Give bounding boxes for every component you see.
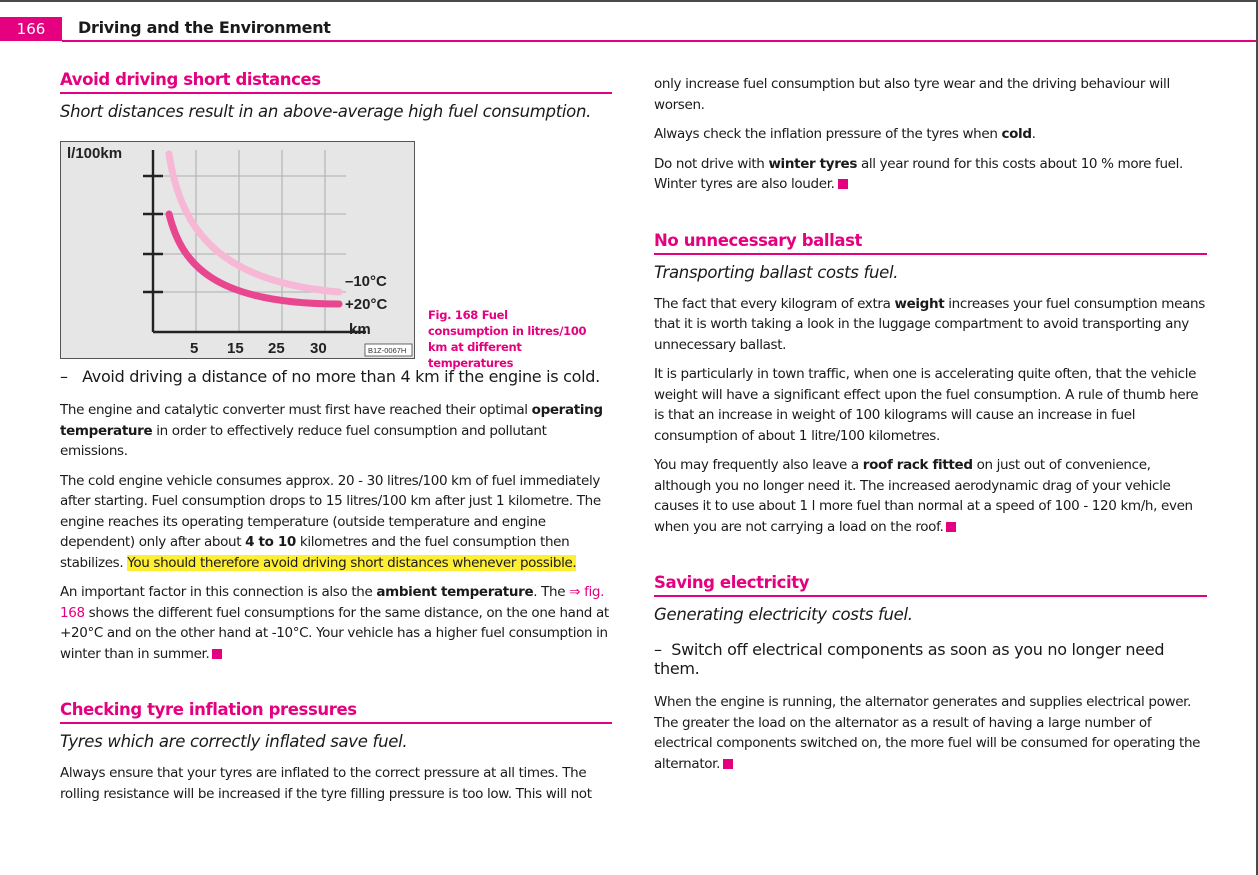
left-column: [60, 70, 612, 804]
paragraph: When the engine is running, the alternator generates and supplies electrical power. The greater the load on the alternator as a result of having a large number of electrical components switched on, the more fuel will be consumed for operating the alternator.: [654, 694, 1201, 772]
paragraph: The engine and catalytic converter must first have reached their optimal operating temperature in order to effectively reduce fuel consumption and pollutant emissions.: [60, 402, 603, 459]
bullet-item: – Switch off electrical components as soon as you no longer need them.: [654, 640, 1165, 678]
paragraph: The cold engine vehicle consumes approx. 20 - 30 litres/100 km of fuel immediately after starting. Fuel consumption drops to 15 litres/100 km after just 1 kilometre. The engine reaches its operating temperature (outside temperature and engine dependent) only after about 4 to 10 kilometres and the fuel consumption then stabilizes. You should therefore avoid driving short distances whenever possible.: [60, 472, 601, 571]
end-of-section-square: [838, 179, 848, 189]
legend-minus-10c: –10°C: [345, 273, 387, 290]
right-column: [654, 74, 1207, 774]
xtick-label: 15: [227, 340, 244, 357]
paragraph: Always ensure that your tyres are inflated to the correct pressure at all times. The rolling resistance will be increased if the tyre filling pressure is too low. This will not: [60, 765, 592, 802]
paragraph: You may frequently also leave a roof rack fitted on just out of convenience, although you no longer need it. The increased aerodynamic drag of your vehicle causes it to use about 1 l more fuel than normal at a speed of 100 - 120 km/h, even when you are not carrying a load on the roof.: [654, 457, 1193, 535]
section-heading-electricity: Saving electricity: [654, 573, 1207, 597]
section-heading-ballast: No unnecessary ballast: [654, 231, 1207, 255]
figure-caption: Fig. 168 Fuel consumption in litres/100 km at different temperatures: [428, 308, 587, 370]
section-lead-electricity: Generating electricity costs fuel.: [654, 605, 913, 624]
figure-reference-link[interactable]: ⇒ fig. 168: [60, 584, 605, 621]
xtick-label: 25: [268, 340, 285, 357]
figure-168: [60, 141, 612, 370]
section-lead-ballast: Transporting ballast costs fuel.: [654, 262, 899, 282]
paragraph: The fact that every kilogram of extra weight increases your fuel consumption means that it is worth taking a look in the luggage compartment to avoid transporting any unnecessary ballast.: [654, 295, 1205, 353]
graph-ylabel: l/100km: [67, 145, 123, 162]
paragraph: It is particularly in town traffic, when one is accelerating quite often, that the vehicle weight will have a significant effect upon the fuel consumption. A rule of thumb here is that an increase in weight of 100 kilograms will cause an increase in fuel consumption of about 1 litre/100 kilometres.: [654, 366, 1199, 444]
section-heading-short-distances: Avoid driving short distances: [60, 70, 612, 94]
section-heading-tyre-pressure: Checking tyre inflation pressures: [60, 700, 612, 724]
legend-plus-20c: +20°C: [345, 296, 388, 313]
page-top-border: [0, 0, 1258, 2]
page-number: 166: [0, 17, 62, 41]
paragraph: only increase fuel consumption but also tyre wear and the driving behaviour will worsen.: [654, 76, 1170, 113]
graph-xlabel: km: [349, 321, 371, 338]
end-of-section-square: [946, 522, 956, 532]
highlighted-text: You should therefore avoid driving short distances whenever possible.: [127, 554, 577, 571]
header-rule: [62, 40, 1256, 42]
end-of-section-square: [723, 759, 733, 769]
figure-graphic: [60, 141, 415, 359]
paragraph: Do not drive with winter tyres all year round for this costs about 10 % more fuel. Winter tyres are also louder.: [654, 155, 1183, 192]
chapter-title: Driving and the Environment: [78, 18, 331, 37]
figure-code: B1Z-0067H: [368, 346, 407, 355]
bullet-item: – Avoid driving a distance of no more than 4 km if the engine is cold.: [60, 367, 600, 386]
paragraph: Always check the inflation pressure of the tyres when cold.: [654, 126, 1036, 142]
end-of-section-square: [212, 649, 222, 659]
section-lead-short-distances: Short distances result in an above-average high fuel consumption.: [60, 102, 592, 121]
fuel-consumption-graph: [61, 142, 414, 358]
curve-minus-10c: [169, 154, 339, 292]
xtick-label: 30: [310, 340, 327, 357]
paragraph: An important factor in this connection is also the ambient temperature. The ⇒ fig. 168 shows the different fuel consumptions for the same distance, on the one hand at +20°C and on the other hand at -10°C. Your vehicle has a higher fuel consumption in winter than in summer.: [60, 584, 609, 662]
section-lead-tyre-pressure: Tyres which are correctly inflated save fuel.: [60, 732, 408, 751]
xtick-label: 5: [190, 340, 199, 357]
